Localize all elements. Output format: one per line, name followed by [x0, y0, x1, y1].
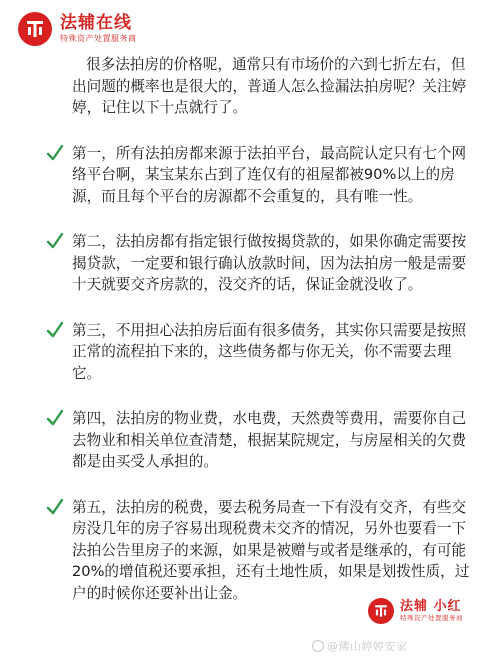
- watermark-icon: [312, 640, 324, 652]
- article-body: [72, 54, 472, 628]
- point-text: 第二，法拍房都有指定银行做按揭贷款的，如果你确定需要按揭贷款，一定要和银行确认放款时间，因为法拍房一般是需要十天就要交齐房款的，没交齐的话，保证金就没收了。: [72, 233, 467, 293]
- brand-name: 法辅在线: [60, 13, 132, 33]
- brand-logo-icon: [18, 12, 52, 46]
- footer-brand-name: 法辅 小红: [400, 599, 462, 614]
- point-text: 第四，法拍房的物业费，水电费，天然费等费用，需要你自己去物业和相关单位查清楚，根据某院规定，与房屋相关的欠费都是由买受人承担的。: [72, 410, 467, 470]
- brand-header: [18, 12, 137, 46]
- watermark: [312, 638, 408, 654]
- check-icon: [46, 231, 64, 251]
- point-item: [72, 320, 472, 385]
- point-text: 第一，所有法拍房都来源于法拍平台，最高院认定只有七个网络平台啊，某宝某东占到了连仅有的祖屋都被90%以上的房源，而且每个平台的房源都不会重复的，具有唯一性。: [72, 144, 467, 205]
- footer-brand-subtitle: 特殊资产处置服务商: [400, 614, 463, 622]
- check-icon: [46, 408, 64, 428]
- check-icon: [46, 320, 64, 340]
- intro-paragraph: 很多法拍房的价格呢，通常只有市场价的六到七折左右，但出问题的概率也是很大的，普通人怎么捡漏法拍房呢？关注婷婷，记住以下十点就行了。: [72, 56, 467, 116]
- check-icon: [46, 497, 64, 517]
- footer-logo-icon: [368, 598, 394, 624]
- point-item: [72, 408, 472, 473]
- footer-brand: [368, 598, 463, 624]
- point-item: [72, 497, 472, 605]
- point-text: 第三，不用担心法拍房后面有很多债务，其实你只需要是按照正常的流程拍下来的，这些债务都与你无关，你不需要去理它。: [72, 321, 467, 382]
- point-text: 第五，法拍房的税费，要去税务局查一下有没有交齐，有些交房没几年的房子容易出现税费未交齐的情况，另外也要看一下法拍公告里房子的来源，如果是被赠与或者是继承的，有可能20%的增值税还要承担，还有土地性质，如果是划拨性质，过户的时候你还要补出让金。: [72, 498, 470, 602]
- point-item: [72, 231, 472, 296]
- watermark-text: @佛山婷婷安家: [327, 640, 408, 653]
- brand-subtitle: 特殊资产处置服务商: [60, 34, 137, 43]
- point-item: [72, 143, 472, 208]
- check-icon: [46, 143, 64, 163]
